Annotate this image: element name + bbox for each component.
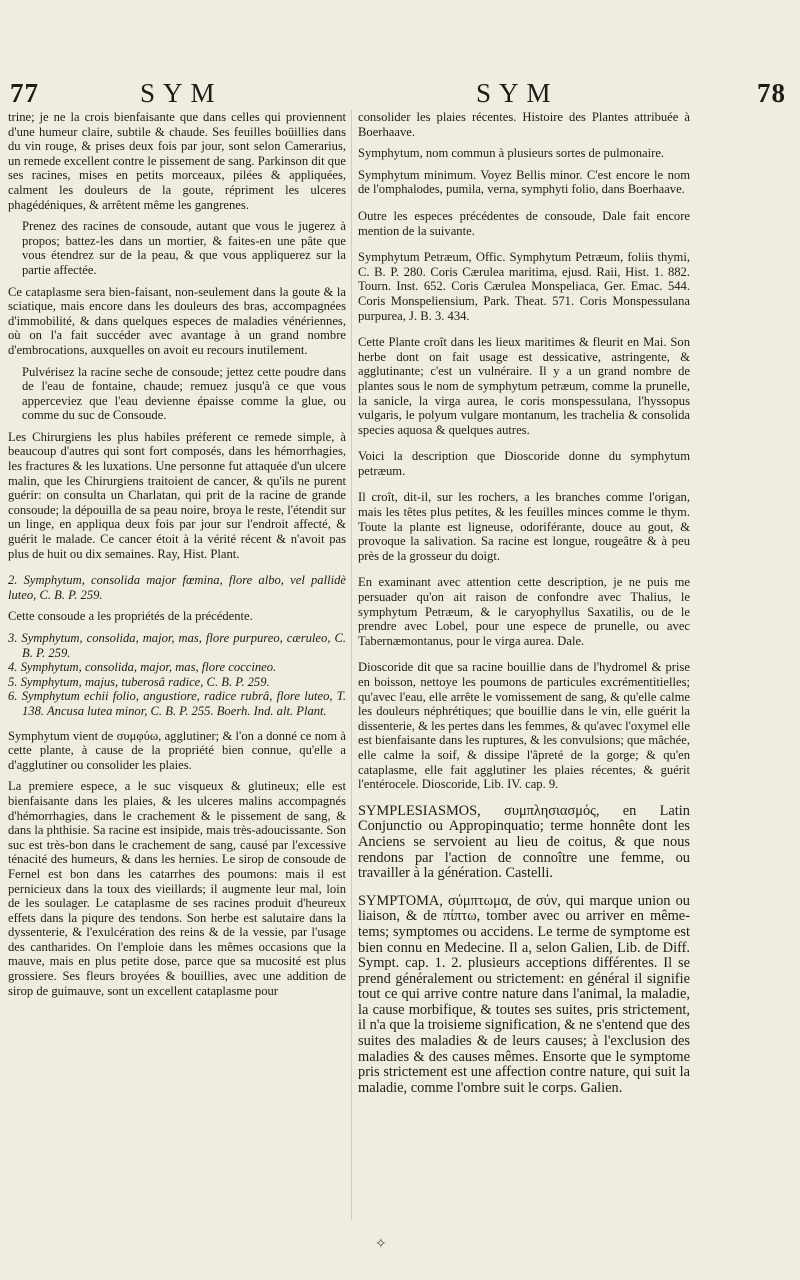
entry-symphytum-minimum: Symphytum minimum. Voyez Bellis minor. C'est encore le nom de l'omphalodes, pumila, verna, symphyti folio, dans Boerhaave.	[358, 167, 690, 197]
right-page-number: 78	[757, 78, 786, 108]
column-divider	[351, 110, 352, 1220]
paragraph-dioscoride: Dioscoride dit que sa racine bouillie dans de l'hydromel & prise en boisson, nettoye les poumons de particules excrémentitielles; qu'avec l'eau, elle arrête le vomissement de sang, & qu'elle calme les douleurs néphrétiques; que bouillie dans le vin, elle guérit la dissenterie, & les pertes dans les femmes, & qu'avec l'oxymel elle est bienfaisante dans les ruptures, & les convulsions; que mâchée, elle calme la soif, & dissipe l'âpreté de la gorge; & qu'en cataplasme, elle fait agglutiner les plaies récentes, & guérit l'entérocele. Dioscoride, Lib. IV. cap. 9.	[358, 660, 690, 792]
list-item: 5. Symphytum, majus, tuberosâ radice, C. B. P. 259.	[8, 674, 270, 689]
entry-symphytum-petraeum: Symphytum Petræum, Offic. Symphytum Petræum, foliis thymi, C. B. P. 280. Coris Cærulea maritima, ejusd. Raii, Hist. 1. 882. Tourn. Inst. 652. Coris Cærulea Monspeliaca, Ger. Emac. 544. Coris Monspeliensium, Park. Theat. 571. Coris Monspessulana purpurea, J. B. 3. 434.	[358, 250, 690, 323]
paragraph-cataplasme: Ce cataplasme sera bien-faisant, non-seulement dans la goute & la sciatique, mais encore dans les douleurs des bras, accompagnées d'immobilité, & dans quelques especes de maladies vénériennes, où on l'a fait succéder avec avantage à un grand nombre d'embrocations, auxquelles on avoit eu recours inutilement.	[8, 284, 346, 357]
paragraph-etymology: Symphytum vient de συμφύω, agglutiner; & l'on a donné ce nom à cette plante, à cause de la propriété bien connue, qu'elle a d'agglutiner ou consolider les plaies.	[8, 728, 346, 772]
paragraph-premiere-espece: La premiere espece, a le suc visqueux & glutineux; elle est bienfaisante dans les plaies, & les ulceres malins accompagnés d'hémorrhagies, dans le crachement & le pissement de sang, & dans la phthisie. Sa racine est insipide, mais très-adoucissante. Son suc est très-bon dans le crachement de sang, causé par l'excessive ténacité des humeurs, & dans les hernies. Le sirop de consoude de Fernel est bon dans les catarrhes des poumons: mais il est pernicieux dans la toux des vieillards; il augmente leur mal, loin de les soulager. Le cataplasme de ses racines produit d'heureux effets dans la piqure des tendons. Son herbe est salutaire dans la dyssenterie, & l'exulcération des reins & de la vessie, par l'usage des cantharides. On l'emploie dans les mêmes occasions que la mauve, mais en plus petite dose, parce que sa mucosité est plus grossiere. Ses fleurs broyées & bouillies, avec une addition de sirop de guimauve, sont un excellent cataplasme pour	[8, 779, 346, 998]
paragraph-trine: trine; je ne la crois bienfaisante que dans celles qui proviennent d'une humeur claire, subtile & chaude. Ses feuilles boüillies dans du vin rouge, & prises deux fois par jour, sont selon Camerarius, un remede excellent contre le pissement de sang. Parkinson dit que ses racines, mises en petits morceaux, pilées & appliquées, calment les douleurs de la goute, répriment les ulceres phagédéniques, & arrêtent même les gangrenes.	[8, 110, 346, 212]
entry-symptoma: SYMPTOMA, σύμπτωμα, de σύν, qui marque union ou liaison, & de πίπτω, tomber avec ou arriver en même-tems; symptomes ou accidens. Le terme de symptome est bien connu en Medecine. Il a, selon Galien, Lib. de Diff. Sympt. cap. 1. 2. plusieurs acceptions différentes. Il se prend généralement ou strictement: en général il signifie tout ce qui arrive contre nature dans l'animal, la maladie, la cause morbifique, & toutes ses suites, pris strictement, il n'a que la troisieme signification, & ne s'entend que des suites des maladies & de leurs causes; à l'exclusion des maladies & des causes mêmes. Ensorte que le symptome pris strictement est une affection contre nature, qui suit la maladie, comme l'ombre suit le corps. Galien.	[358, 892, 690, 1096]
recipe-pulverisez: Pulvérisez la racine seche de consoude; jettez cette poudre dans de l'eau de fontaine, chaude; remuez jusqu'à ce que vous apperceviez que l'eau devienne épaisse comme la glue, ou comme du suc de Consoude.	[22, 364, 346, 423]
list-item: 6. Symphytum echii folio, angustiore, radice rubrâ, flore luteo, T. 138. Ancusa lutea minor, C. B. P. 255. Boerh. Ind. alt. Plant.	[8, 689, 346, 718]
paragraph-plante-maritime: Cette Plante croît dans les lieux maritimes & fleurit en Mai. Son herbe dont on fait usage est dessicative, astringente, & agglutinante; c'est un vulnéraire. Il y a un grand nombre de plantes sous le nom de symphytum petræum, comme la prunelle, la sanicle, la virga aurea, le coris monspessulana, l'hyssopus vulgaris, le polyum vulgare montanum, les trachelia & consolida species aquosa & quelques autres.	[358, 335, 690, 437]
right-column	[358, 110, 690, 1103]
list-item: 4. Symphytum, consolida, major, mas, flore coccineo.	[8, 660, 277, 675]
left-running-head: SYM	[140, 78, 223, 108]
entry-symplesiasmos: SYMPLESIASMOS, συμπλησιασμός, en Latin Conjunctio ou Appropinquatio; terme honnête dont les Anciens se servoient au lieu de coitus, & que nous rendons par l'action de connoître une femme, ou travailler à la génération. Castelli.	[358, 802, 690, 882]
right-running-head: SYM	[476, 78, 559, 108]
paragraph-chirurgiens: Les Chirurgiens les plus habiles préferent ce remede simple, à beaucoup d'autres qui sont fort composés, dans les hémorrhagies, les fractures & les luxations. Une personne fut attaquée d'un ulcere malin, que les Chirurgiens traitoient de cancer, & qu'ils ne purent guérir: on consulta un Charlatan, qui prit de la racine de grande consoude; la dépouilla de sa peau noire, broya le reste, l'étendit sur un linge, en appliqua deux fois par jour sur l'endroit affecté, & guérit le malade. Ce cancer étoit à la vérité récent & n'avoit pas plus de huit ou dix semaines. Ray, Hist. Plant.	[8, 429, 346, 561]
left-column	[8, 110, 346, 1005]
paragraph-il-croit: Il croît, dit-il, sur les rochers, a les branches comme l'origan, mais les têtes plus petites, & les feuilles minces comme le thym. Toute la plante est ligneuse, odoriférante, douce au gout, & provoque la salivation. Sa racine est longue, rougeâtre & à peu près de la grosseur du doigt.	[358, 490, 690, 563]
entry-symphytum: Symphytum, nom commun à plusieurs sortes de pulmonaire.	[358, 146, 665, 161]
paragraph-examinant: En examinant avec attention cette description, je ne puis me persuader qu'on ait raison de confondre avec Thalius, le symphytum Petræum, & le caryophyllus Saxatilis, ou de le prendre avec Lobel, pour une espece de prunelle, ou avec Tabernæmontanus, pour le virga aurea. Dale.	[358, 575, 690, 648]
recipe-prenez: Prenez des racines de consoude, autant que vous le jugerez à propos; battez-les dans un mortier, & faites-en une pâte que vous étendrez sur de la peau, & que vous appliquerez sur la partie affectée.	[22, 219, 346, 277]
paragraph-consolider: consolider les plaies récentes. Histoire des Plantes attribuée à Boerhaave.	[358, 110, 690, 139]
paragraph-outre: Outre les especes précédentes de consoude, Dale fait encore mention de la suivante.	[358, 208, 690, 238]
page-header	[0, 78, 800, 112]
species-list	[8, 631, 346, 719]
paragraph-proprietes: Cette consoude a les propriétés de la précédente.	[8, 609, 253, 624]
left-page-number: 77	[10, 78, 39, 108]
species-2: 2. Symphytum, consolida major fœmina, flore albo, vel pallidè luteo, C. B. P. 259.	[8, 573, 346, 602]
ornament-mark: ✧	[375, 1237, 387, 1252]
list-item: 3. Symphytum, consolida, major, mas, flore purpureo, cæruleo, C. B. P. 259.	[8, 631, 346, 660]
paragraph-voici: Voici la description que Dioscoride donne du symphytum petræum.	[358, 449, 690, 478]
